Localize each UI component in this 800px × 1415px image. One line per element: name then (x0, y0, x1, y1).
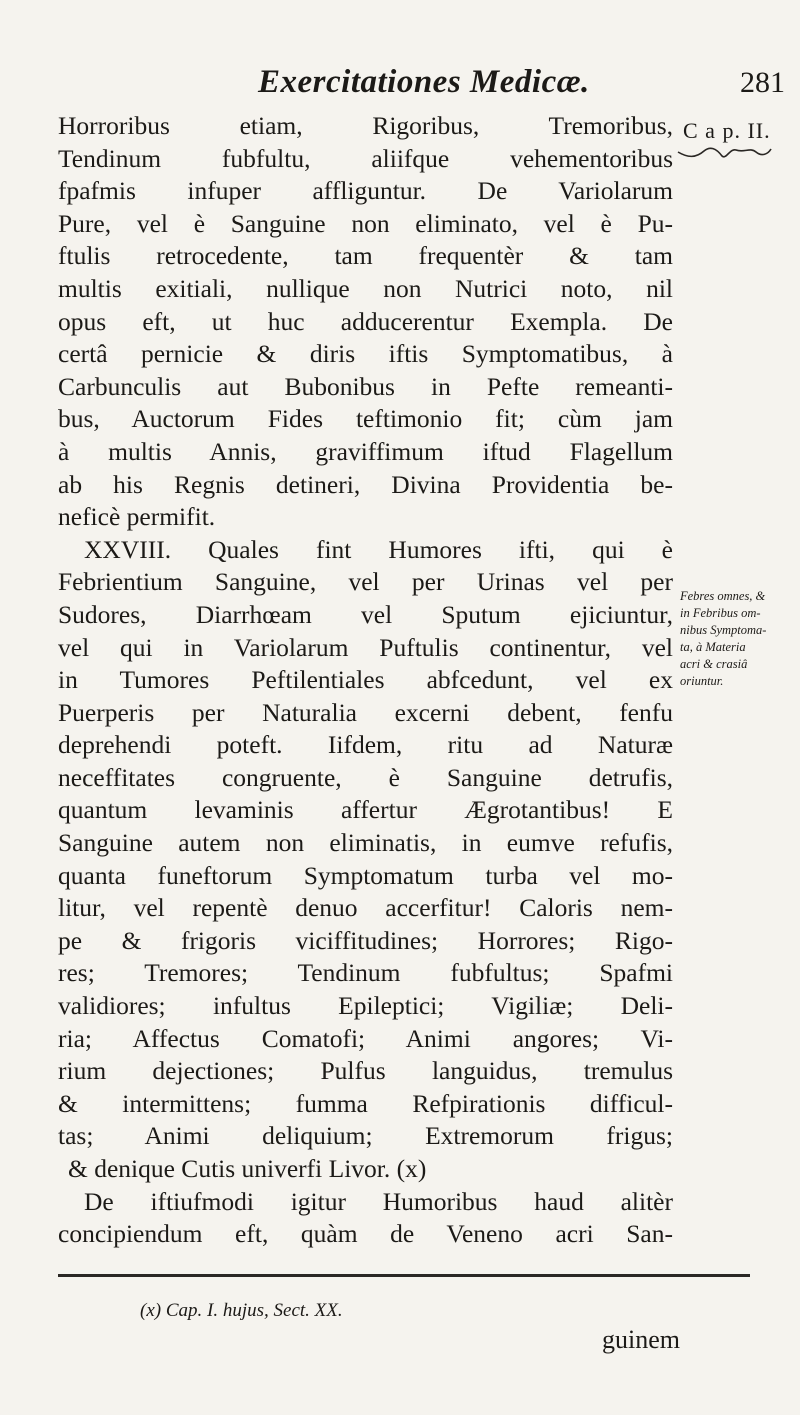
text-line: neficè permifit. (58, 502, 216, 532)
marginal-note (680, 588, 792, 690)
text-line: tas; Animi deliquium; Extremorum frigus; (58, 1121, 673, 1151)
text-line: Carbunculis aut Bubonibus in Pefte remeanti- (58, 371, 673, 401)
text-line: multis exitiali, nullique non Nutrici noto, nil (58, 273, 673, 303)
footnote: (x) Cap. I. hujus, Sect. XX. (140, 1300, 343, 1321)
text-line: & denique Cutis univerfi Livor. (x) (68, 1154, 427, 1183)
text-line: Horroribus etiam, Rigoribus, Tremoribus, (58, 111, 673, 140)
catchword: guinem (602, 1325, 680, 1354)
text-line: quanta funeftorum Symptomatum turba vel mo- (58, 860, 673, 890)
text-line: & intermittens; fumma Refpirationis difficul- (58, 1088, 673, 1118)
text-line: Pure, vel è Sanguine non eliminato, vel è Pu- (58, 208, 673, 238)
page-number: 281 (740, 66, 785, 99)
text-line: pe & frigoris viciffitudines; Horrores; Rigo- (58, 925, 673, 955)
text-line: rium dejectiones; Pulfus languidus, tremulus (58, 1056, 673, 1086)
marginal-note-line: in Febribus om- (680, 606, 761, 620)
text-line: bus, Auctorum Fides teftimonio fit; cùm jam (58, 404, 673, 434)
text-line: opus eft, ut huc adducerentur Exempla. De (58, 306, 673, 336)
text-line: à multis Annis, graviffimum iftud Flagellum (58, 436, 673, 466)
text-line: ria; Affectus Comatofi; Animi angores; Vi- (58, 1023, 673, 1053)
text-line: certâ pernicie & diris iftis Symptomatibus, à (58, 339, 673, 369)
text-line: De iftiufmodi igitur Humoribus haud alitèr (84, 1186, 673, 1216)
text-line: in Tumores Peftilentiales abfcedunt, vel ex (58, 665, 673, 695)
text-line: res; Tremores; Tendinum fubfultus; Spafmi (58, 958, 673, 988)
marginal-note-line: oriuntur. (680, 674, 724, 688)
text-line: vel qui in Variolarum Puftulis continentur, vel (58, 632, 673, 662)
text-line: quantum levaminis affertur Ægrotantibus! E (58, 795, 673, 825)
text-line: concipiendum eft, quàm de Veneno acri San- (58, 1219, 673, 1249)
running-head (0, 64, 800, 104)
body-text (58, 110, 673, 1251)
text-line: validiores; infultus Epileptici; Vigiliæ; Deli- (58, 991, 673, 1021)
text-line: Sanguine autem non eliminatis, in eumve refufis, (58, 828, 673, 858)
running-title: Exercitationes Medicæ. (258, 64, 590, 100)
text-line: XXVIII. Quales fint Humores ifti, qui è (84, 534, 673, 564)
marginal-note-line: Febres omnes, & (680, 589, 766, 603)
marginal-note-line: ta, à Materia (680, 640, 746, 654)
text-line: Febrientium Sanguine, vel per Urinas vel per (58, 567, 673, 597)
footnote-rule (58, 1274, 750, 1277)
marginal-note-line: acri & crasiâ (680, 657, 748, 671)
text-line: Sudores, Diarrhœam vel Sputum ejiciuntur, (58, 599, 673, 629)
text-line: Puerperis per Naturalia excerni debent, fenfu (58, 697, 673, 727)
text-line: fpafmis infuper affliguntur. De Variolarum (58, 176, 673, 206)
text-line: ftulis retrocedente, tam frequentèr & tam (58, 241, 673, 271)
marginal-note-line: nibus Symptoma- (680, 623, 767, 637)
text-line: neceffitates congruente, è Sanguine detrufis, (58, 762, 673, 792)
text-line: litur, vel repentè denuo accerfitur! Caloris nem- (58, 893, 673, 923)
text-line: Tendinum fubfultu, aliifque vehementoribus (58, 143, 673, 173)
chapter-mark: C a p. II. (683, 118, 771, 143)
text-line: ab his Regnis detineri, Divina Providentia be- (58, 469, 673, 499)
text-line: deprehendi poteft. Iifdem, ritu ad Naturæ (58, 730, 673, 760)
flourish-ornament (674, 146, 774, 160)
